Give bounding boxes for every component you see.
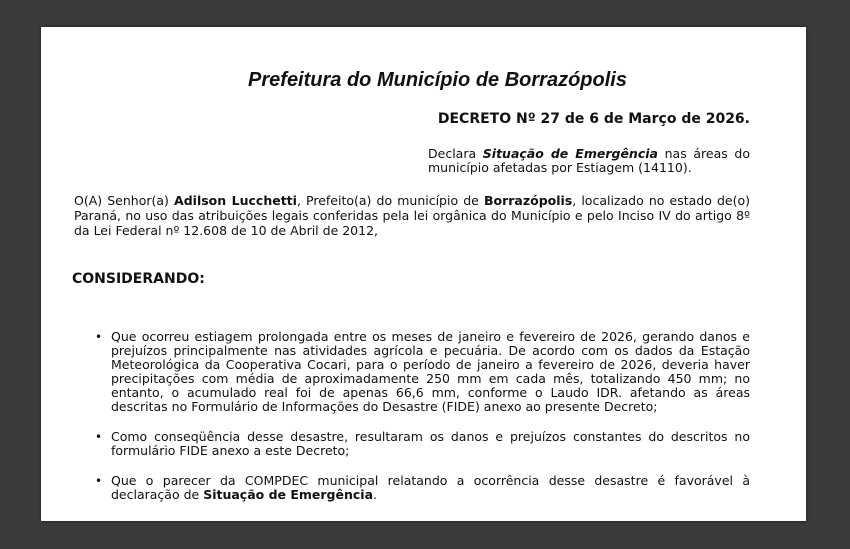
summary-emphasis: Situação de Emergência xyxy=(482,146,658,161)
intro-part-2: , Prefeito(a) do município de xyxy=(296,193,484,208)
intro-part-3: , localizado no estado de(o) Paraná, no uso das atribuições legais conferidas pela lei orgânica do Município e pelo Inciso IV do artigo 8º da Lei Federal nº 12.608 de 10 de Abril de 2012, xyxy=(74,193,750,238)
list-item-emphasis: Situação de Emergência xyxy=(203,487,374,502)
municipality-name: Borrazópolis xyxy=(483,193,573,208)
document-title: Prefeitura do Município de Borrazópolis xyxy=(248,69,627,91)
list-item-text: Como conseqüência desse desastre, resultaram os danos e prejuízos constantes do descritos no formulário FIDE anexo a este Decreto; xyxy=(111,429,750,458)
list-item-suffix: . xyxy=(373,487,377,502)
considerando-list xyxy=(93,330,750,502)
mayor-name: Adilson Lucchetti xyxy=(174,193,297,208)
list-item xyxy=(93,430,750,458)
list-item-text: Que ocorreu estiagem prolongada entre os meses de janeiro e fevereiro de 2026, gerando danos e prejuízos principalmente nas atividades agrícola e pecuária. De acordo com os dados da Estação Meteorológica da Cooperativa Cocari, para o período de janeiro a fevereiro de 2026, deveria haver precipitações com média de aproximadamente 250 mm em cada mês, totalizando 450 mm; no entanto, o acumulado real foi de apenas 66,6 mm, conforme o Laudo IDR. afetando as áreas descritas no Formulário de Informações do Desastre (FIDE) anexo ao presente Decreto; xyxy=(111,329,750,414)
summary-prefix: Declara xyxy=(428,146,483,161)
decree-summary xyxy=(428,147,750,175)
decree-number: DECRETO Nº 27 de 6 de Março de 2026. xyxy=(437,111,750,127)
considerando-heading: CONSIDERANDO: xyxy=(72,271,205,287)
intro-part-1: O(A) Senhor(a) xyxy=(74,193,175,208)
intro-paragraph xyxy=(74,193,750,238)
list-item xyxy=(93,330,750,414)
list-item xyxy=(93,474,750,502)
summary-suffix: nas áreas do município afetadas por Estiagem (14110). xyxy=(428,146,751,175)
list-item-text: Que o parecer da COMPDEC municipal relatando a ocorrência desse desastre é favorável à declaração de xyxy=(111,473,750,502)
document-page xyxy=(41,27,806,521)
